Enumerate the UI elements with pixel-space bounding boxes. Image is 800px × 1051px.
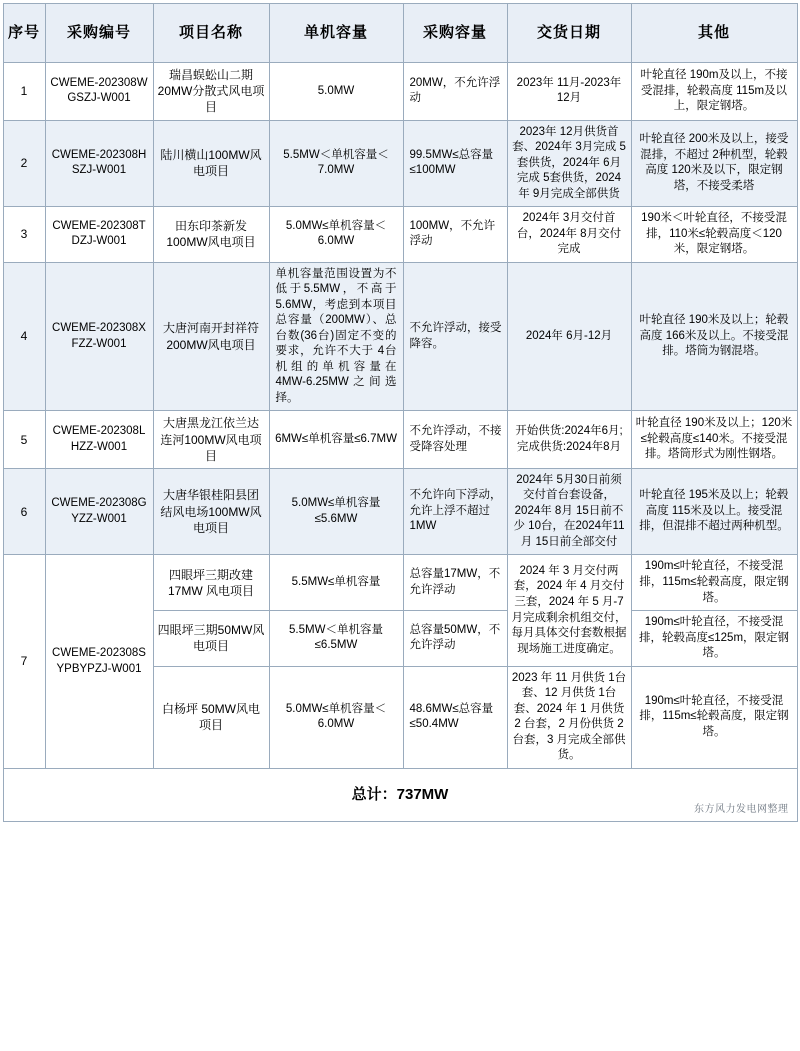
cell-name: 四眼坪三期50MW风电项目: [153, 611, 269, 667]
cell-capacity: 5.5MW≤单机容量: [269, 555, 403, 611]
cell-other: 190m≤叶轮直径，不接受混排，115m≤轮毂高度，限定钢塔。: [631, 555, 797, 611]
table-body: [3, 63, 797, 822]
header-name: 项目名称: [153, 4, 269, 63]
cell-proc-capacity: 不允许浮动，接受降容。: [403, 262, 507, 411]
table-row: [3, 262, 797, 411]
cell-date: 2024年 5月30日前须交付首台套设备，2024年 8月 15日前不少 10台，在2024年11月 15日前全部交付: [507, 468, 631, 555]
cell-date: 2023年 11月-2023年12月: [507, 63, 631, 121]
cell-date: 2024年 6月-12月: [507, 262, 631, 411]
cell-capacity: 5.0MW≤单机容量≤5.6MW: [269, 468, 403, 555]
table-row: [3, 411, 797, 469]
header-seq: 序号: [3, 4, 45, 63]
cell-other: 190米＜叶轮直径，不接受混排，110米≤轮毂高度＜120米，限定钢塔。: [631, 207, 797, 263]
total-cell: [3, 768, 797, 821]
header-capacity: 单机容量: [269, 4, 403, 63]
total-row: [3, 768, 797, 821]
cell-seq: 7: [3, 555, 45, 768]
cell-date: 开始供货:2024年6月;完成供货:2024年8月: [507, 411, 631, 469]
cell-seq: 4: [3, 262, 45, 411]
cell-capacity: 单机容量范围设置为不低于5.5MW，不高于5.6MW，考虑到本项目总容量（200MW）、总台数(36台)固定不变的要求，允许不大于 4台机组的单机容量在4MW-6.25MW之间选择。: [269, 262, 403, 411]
header-date: 交货日期: [507, 4, 631, 63]
cell-proc-capacity: 100MW，不允许浮动: [403, 207, 507, 263]
cell-capacity: 6MW≤单机容量≤6.7MW: [269, 411, 403, 469]
cell-code: CWEME-202308TDZJ-W001: [45, 207, 153, 263]
cell-code: CWEME-202308XFZZ-W001: [45, 262, 153, 411]
cell-capacity: 5.5MW＜单机容量＜7.0MW: [269, 120, 403, 207]
cell-name: 陆川横山100MW风电项目: [153, 120, 269, 207]
cell-date: 2023 年 11 月供货 1台套、12 月供货 1台套、2024 年 1 月供货 2 台套，2 月份供货 2 台套，3 月完成全部供货。: [507, 666, 631, 768]
header-row: [3, 4, 797, 63]
cell-proc-capacity: 20MW，不允许浮动: [403, 63, 507, 121]
cell-proc-capacity: 不允许向下浮动，允许上浮不超过1MW: [403, 468, 507, 555]
cell-other: 叶轮直径 190米及以上；轮毂高度 166米及以上。不接受混排。塔筒为钢混塔。: [631, 262, 797, 411]
cell-other: 叶轮直径 200米及以上，接受混排，不超过 2种机型，轮毂高度 120米及以下，限定钢塔，不接受柔塔: [631, 120, 797, 207]
cell-seq: 5: [3, 411, 45, 469]
cell-name: 四眼坪三期改建17MW 风电项目: [153, 555, 269, 611]
cell-name: 田东印茶新发100MW风电项目: [153, 207, 269, 263]
cell-date: 2023年 12月供货首套、2024年 3月完成 5套供货，2024年 6月完成 5套供货，2024年 9月完成全部供货: [507, 120, 631, 207]
cell-name: 大唐黑龙江依兰达连河100MW风电项目: [153, 411, 269, 469]
table-row: [3, 120, 797, 207]
cell-capacity: 5.0MW≤单机容量＜6.0MW: [269, 666, 403, 768]
cell-code: CWEME-202308HSZJ-W001: [45, 120, 153, 207]
cell-other: 190m≤叶轮直径，不接受混排，115m≤轮毂高度，限定钢塔。: [631, 666, 797, 768]
table-header: [3, 4, 797, 63]
header-code: 采购编号: [45, 4, 153, 63]
cell-code: CWEME-202308SYPBYPZJ-W001: [45, 555, 153, 768]
table-row: [3, 555, 797, 611]
credit-label: 东方风力发电网整理: [694, 804, 789, 816]
cell-seq: 6: [3, 468, 45, 555]
cell-other: 叶轮直径 190m及以上，不接受混排，轮毂高度 115m及以上，限定钢塔。: [631, 63, 797, 121]
total-label: 总计：737MW: [351, 785, 449, 803]
cell-other: 叶轮直径 195米及以上；轮毂高度 115米及以上。接受混排，但混排不超过两种机型。: [631, 468, 797, 555]
cell-seq: 1: [3, 63, 45, 121]
cell-code: CWEME-202308LHZZ-W001: [45, 411, 153, 469]
cell-code: CWEME-202308WGSZJ-W001: [45, 63, 153, 121]
cell-name: 白杨坪 50MW风电项目: [153, 666, 269, 768]
cell-name: 瑞昌蜈蚣山二期20MW分散式风电项目: [153, 63, 269, 121]
table-row: [3, 207, 797, 263]
cell-proc-capacity: 总容量17MW，不允许浮动: [403, 555, 507, 611]
cell-proc-capacity: 总容量50MW，不允许浮动: [403, 611, 507, 667]
header-other: 其他: [631, 4, 797, 63]
cell-proc-capacity: 不允许浮动，不接受降容处理: [403, 411, 507, 469]
cell-capacity: 5.0MW≤单机容量＜6.0MW: [269, 207, 403, 263]
document-sheet: [0, 3, 800, 1051]
cell-code: CWEME-202308GYZZ-W001: [45, 468, 153, 555]
cell-capacity: 5.0MW: [269, 63, 403, 121]
cell-seq: 3: [3, 207, 45, 263]
cell-name: 大唐华银桂阳县团结风电场100MW风电项目: [153, 468, 269, 555]
cell-proc-capacity: 99.5MW≤总容量≤100MW: [403, 120, 507, 207]
cell-date: 2024年 3月交付首台，2024年 8月交付完成: [507, 207, 631, 263]
cell-other: 叶轮直径 190米及以上；120米≤轮毂高度≤140米。不接受混排。塔筒形式为刚性钢塔。: [631, 411, 797, 469]
cell-name: 大唐河南开封祥符200MW风电项目: [153, 262, 269, 411]
cell-capacity: 5.5MW＜单机容量≤6.5MW: [269, 611, 403, 667]
table-row: [3, 63, 797, 121]
cell-proc-capacity: 48.6MW≤总容量≤50.4MW: [403, 666, 507, 768]
procurement-table: [3, 3, 798, 822]
cell-date: 2024 年 3 月交付两套，2024 年 4 月交付三套，2024 年 5 月-7 月完成剩余机组交付，每月具体交付套数根据现场施工进度确定。: [507, 555, 631, 666]
cell-other: 190m≤叶轮直径，不接受混排，轮毂高度≤125m，限定钢塔。: [631, 611, 797, 667]
cell-seq: 2: [3, 120, 45, 207]
header-proc-capacity: 采购容量: [403, 4, 507, 63]
table-row: [3, 468, 797, 555]
